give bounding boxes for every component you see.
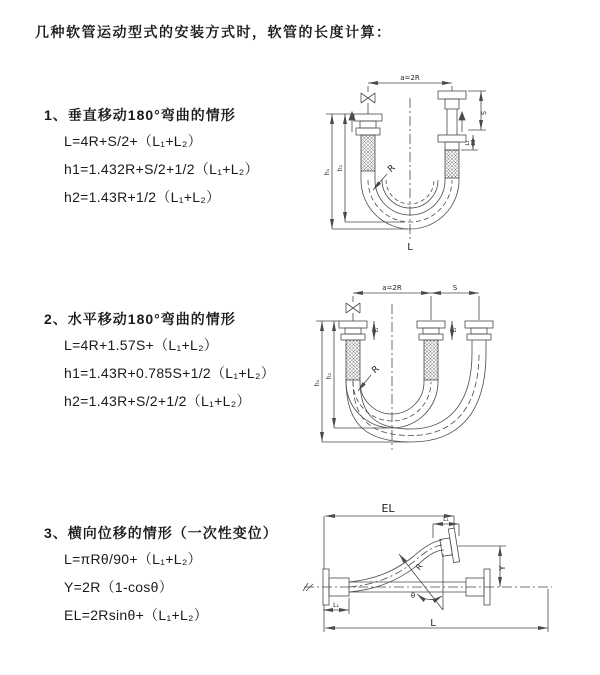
dimension-label-h2: h₂ [337,164,344,172]
formula-l: L=4R+S/2+（L₁+L₂） [64,133,202,149]
radius-label: R [413,561,425,572]
formula-h1: h1=1.43R+0.785S+1/2（L₁+L₂） [64,365,275,381]
formula-l: L=4R+1.57S+（L₁+L₂） [64,337,219,353]
valve-icon [346,303,360,321]
dimension-label-h1: h₁ [324,168,331,176]
hose-braid-right [445,150,459,178]
hose-bend-displaced [346,353,486,442]
formula-el: EL=2Rsinθ+（L₁+L₂） [64,607,209,623]
flange-middle [417,321,445,340]
dimension-label-y: Y [498,565,507,571]
page-title: 几种软管运动型式的安装方式时，软管的长度计算： [35,24,392,40]
dimension-label-l1-middle: L₁ [452,327,458,333]
dimension-label-l1-left: L₁ [374,327,380,333]
dimension-h1 [316,321,408,442]
hose-s-curve [349,540,444,592]
section-3-heading: 3、横向位移的情形（一次性变位） [44,525,278,541]
angle-label-theta: θ [410,592,416,600]
diagram-vertical-u-bend [312,68,580,263]
hose-braid-left [361,135,375,171]
flange-upper-displaced [438,528,459,564]
dimension-label-l1: L₁ [465,140,471,146]
length-label: L [430,618,436,629]
flange-left [339,321,367,340]
dimension-label-s: S [452,284,458,292]
formula-y: Y=2R（1-cosθ） [64,579,174,595]
diagram-horizontal-u-bend [308,278,593,468]
dimension-label-h2: h₂ [326,372,333,380]
formula-h2: h2=1.43R+1/2（L₁+L₂） [64,189,221,205]
section-vertical-movement [44,105,259,211]
flange-right-lower [438,135,466,150]
hose-braid-left [346,340,360,380]
dimension-label-l1-left: L₁ [333,602,339,609]
formula-h2: h2=1.43R+S/2+1/2（L₁+L₂） [64,393,251,409]
dimension-label-a2r: a=2R [400,74,420,82]
dimension-l [324,589,548,632]
dimension-s [431,293,479,320]
formula-h1: h1=1.432R+S/2+1/2（L₁+L₂） [64,161,259,177]
radius-label: R [386,163,398,175]
dimension-label-h1: h₁ [314,379,321,387]
formula-l: L=πRθ/90+（L₁+L₂） [64,551,202,567]
dimension-label-s: S [480,110,488,116]
dimension-label-el: EL [381,502,395,515]
movement-arrow-up-right [459,112,465,132]
flange-left [354,114,382,135]
diagram-lateral-displacement [296,498,594,650]
flange-right-displaced [465,321,493,353]
dimension-label-a2r: a=2R [382,284,402,292]
dimension-label-l1-top: L₁ [443,516,449,523]
section-horizontal-movement [44,309,275,415]
section-lateral-displacement [44,523,278,629]
radius-label: R [370,364,382,376]
valve-icon [361,93,375,114]
length-label: L [407,242,413,253]
section-1-heading: 1、垂直移动180°弯曲的情形 [44,107,236,123]
hose-braid-middle [424,340,438,380]
dimension-s [468,91,486,130]
section-2-heading: 2、水平移动180°弯曲的情形 [44,311,236,327]
